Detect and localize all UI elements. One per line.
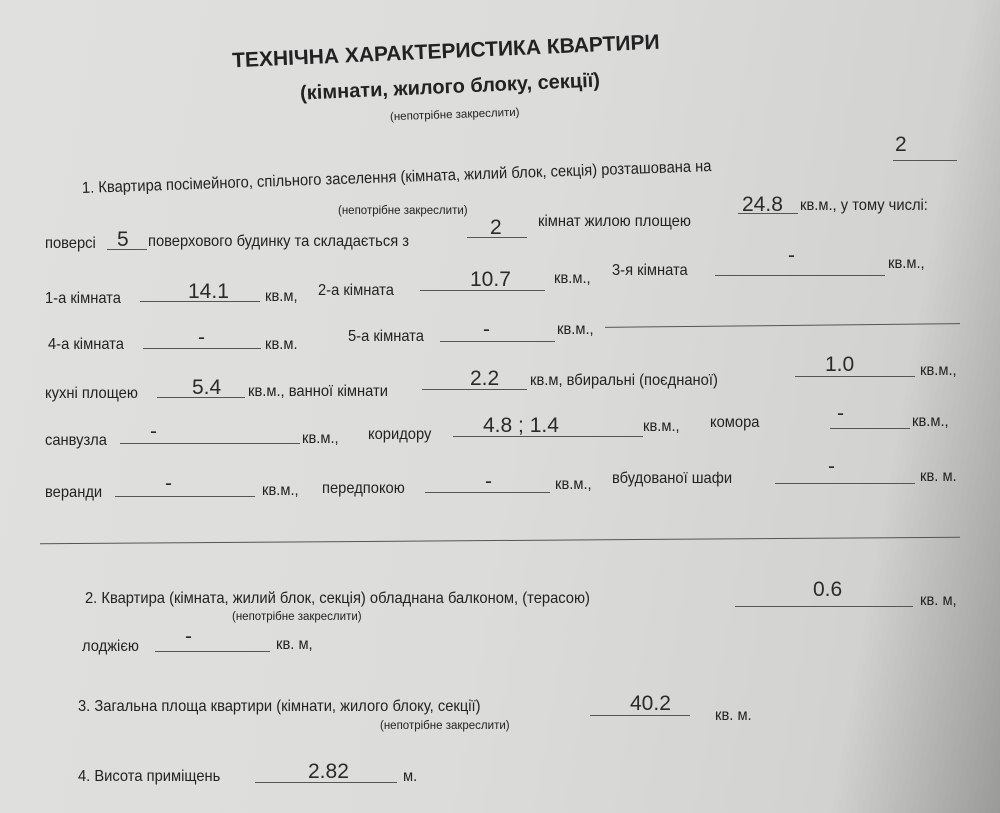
- toilet-value: 1.0: [825, 353, 855, 376]
- label: кв. м.: [920, 468, 957, 485]
- floor-value: 2: [895, 133, 907, 156]
- label: коридору: [368, 426, 432, 443]
- kitchen-value: 5.4: [192, 376, 222, 399]
- label: санвузла: [45, 432, 107, 449]
- s2-text: 2. Квартира (кімната, жилий блок, секція) обладнана балконом, (терасою): [85, 590, 590, 607]
- label: 4-а кімната: [48, 336, 124, 353]
- room4-value: -: [198, 326, 205, 349]
- wardrobe-value: -: [828, 455, 835, 478]
- label: кв.м., ванної кімнати: [248, 383, 388, 400]
- label: кв.м.,: [557, 321, 594, 338]
- label: поверсі: [45, 235, 96, 252]
- label: кв.м,: [265, 288, 298, 305]
- label: кв.м.,: [554, 270, 591, 287]
- wc-value: -: [150, 420, 157, 443]
- s1-text: 1. Квартира посімейного, спільного заселення (кімната, жилий блок, секція) розташована на: [81, 158, 712, 197]
- label: передпокою: [322, 480, 405, 497]
- strike-note: (непотрібне закреслити): [232, 611, 362, 623]
- storage-value: -: [837, 402, 844, 425]
- room2-value: 10.7: [470, 268, 511, 291]
- room3-value: -: [788, 244, 795, 267]
- hall-value: -: [485, 470, 492, 493]
- label: кімнат жилою площею: [538, 213, 691, 230]
- strike-note: (непотрібне закреслити): [338, 205, 468, 217]
- label: кв. м,: [920, 592, 957, 609]
- total-area-value: 40.2: [630, 692, 671, 715]
- label: 1-а кімната: [45, 290, 121, 307]
- balcony-value: 0.6: [813, 578, 843, 601]
- bath-value: 2.2: [470, 367, 500, 390]
- label: кв.м.,: [888, 255, 925, 272]
- label: вбудованої шафи: [612, 470, 733, 487]
- strike-note: (непотрібне закреслити): [389, 106, 520, 124]
- s4-text: 4. Висота приміщень: [78, 768, 221, 785]
- label: 5-а кімната: [348, 328, 424, 345]
- strike-note: (непотрібне закреслити): [380, 720, 510, 732]
- corridor-value: 4.8 ; 1.4: [483, 414, 559, 437]
- label: кв.м.,: [555, 476, 592, 493]
- s3-text: 3. Загальна площа квартири (кімнати, жилого блоку, секції): [78, 698, 481, 715]
- height-value: 2.82: [308, 760, 349, 783]
- label: поверхового будинку та складається з: [148, 233, 410, 250]
- rooms-value: 2: [490, 216, 502, 239]
- label: кв.м, вбиральні (поєднаної): [530, 372, 718, 389]
- label: 2-а кімната: [318, 282, 394, 299]
- page-title: ТЕХНІЧНА ХАРАКТЕРИСТИКА КВАРТИРИ: [231, 30, 661, 73]
- room1-value: 14.1: [188, 280, 229, 303]
- label: кв.м.,: [643, 418, 680, 435]
- label: кв.м.,: [262, 482, 299, 499]
- label: кв.м.: [265, 336, 298, 353]
- label: кухні площею: [45, 385, 138, 402]
- page-subtitle: (кімнати, жилого блоку, секції): [299, 69, 601, 105]
- label: кв.м.,: [302, 430, 339, 447]
- living-area-value: 24.8: [742, 193, 783, 216]
- label: кв.м., у тому числі:: [800, 197, 928, 214]
- label: комора: [710, 414, 760, 431]
- label: 3-я кімната: [612, 262, 688, 279]
- label: кв.м.,: [912, 413, 949, 430]
- label: м.: [403, 768, 418, 785]
- label: кв. м,: [276, 636, 313, 653]
- storeys-value: 5: [117, 228, 129, 251]
- label: кв.м.,: [920, 362, 957, 379]
- veranda-value: -: [165, 472, 172, 495]
- loggia-value: -: [185, 625, 192, 648]
- room5-value: -: [483, 318, 490, 341]
- label: веранди: [45, 484, 103, 501]
- label: лоджією: [82, 638, 139, 655]
- label: кв. м.: [715, 707, 752, 724]
